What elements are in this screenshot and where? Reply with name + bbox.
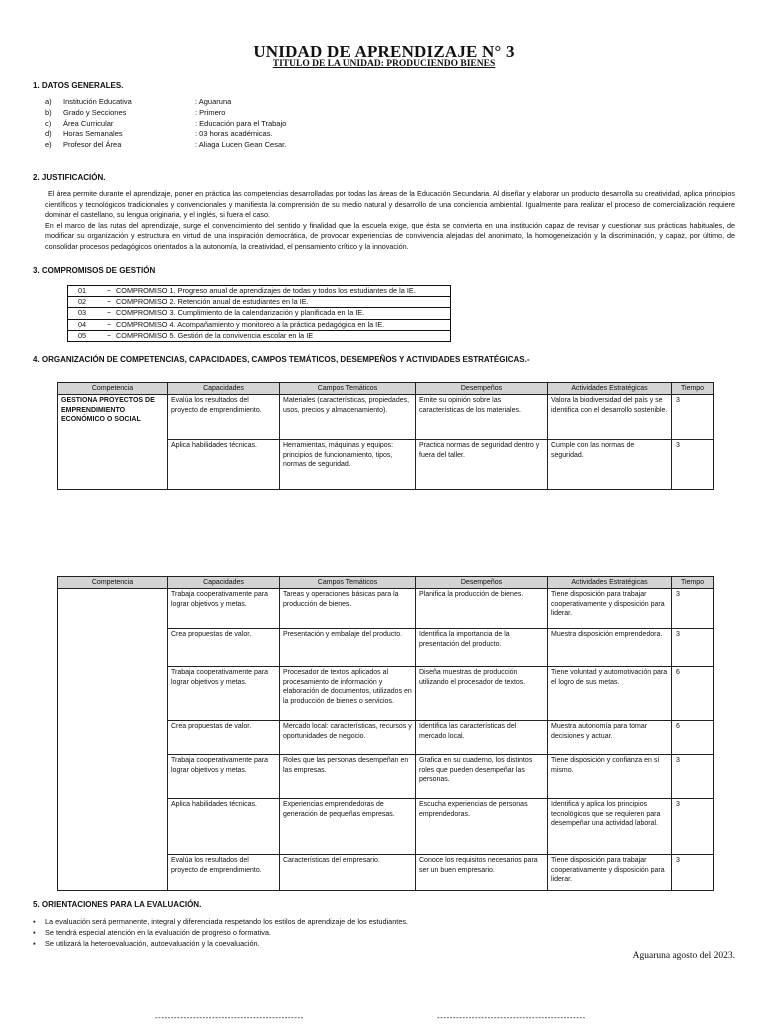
row-key: Institución Educativa	[63, 97, 132, 106]
commitment-dash: −	[106, 308, 112, 318]
commitment-number: 02	[78, 297, 87, 307]
time-cell: 3	[672, 589, 714, 629]
row-value: : Primero	[195, 107, 226, 117]
general-data-row	[45, 97, 286, 108]
strategic-activity-cell: Tiene disposición y confianza en sí mismo.	[548, 755, 672, 799]
commitment-dash: −	[106, 319, 112, 329]
time-cell: 6	[672, 667, 714, 721]
general-data-row	[45, 108, 286, 119]
commitment-dash: −	[106, 286, 112, 295]
performance-cell: Identifica la importancia de la presentación del producto.	[416, 629, 548, 667]
justification-paragraph: El área permite durante el aprendizaje, poner en práctica las competencias desarrolladas por todas las áreas de la Educación Secundaria. Al diseñar y elaborar un producto desarrolla su creatividad, aplica principios científicos y tecnológicos tradicionales y convencionales y manifiesta la comprensión de su medio natural y desarrollo de una conciencia ambiental. Igualmente para realizar el proceso de comercialización requiere dominar el castellano, su lengua originaria, y el inglés, si fuera el caso.	[45, 189, 735, 220]
commitment-dash: −	[106, 297, 112, 307]
commitment-dash: −	[106, 330, 112, 340]
commitment-text: COMPROMISO 2. Retención anual de estudiantes en la IE.	[116, 297, 309, 307]
capacity-cell: Trabaja cooperativamente para lograr objetivos y metas.	[168, 589, 280, 629]
document-title: UNIDAD DE APRENDIZAJE N° 3	[253, 42, 515, 61]
competency-cell: GESTIONA PROYECTOS DE EMPRENDIMIENTO ECONÓMICO O SOCIAL	[58, 395, 168, 490]
thematic-field-cell: Tareas y operaciones básicas para la producción de bienes.	[280, 589, 416, 629]
evaluation-item-text: La evaluación será permanente, integral y diferenciada respetando los estilos de aprendizaje de los estudiantes.	[45, 917, 409, 926]
commitment-number: 04	[78, 319, 87, 329]
column-header: Desempeños	[416, 383, 548, 395]
commitment-row	[68, 297, 450, 308]
capacity-cell: Aplica habilidades técnicas.	[168, 440, 280, 490]
row-letter: c)	[45, 118, 52, 128]
performance-cell: Conoce los requisitos necesarios para ser un buen empresario.	[416, 855, 548, 891]
thematic-field-cell: Procesador de textos aplicados al procesamiento de información y elaboración de documentos, utilizados en la producción de bienes o servicios.	[280, 667, 416, 721]
unit-subtitle: TITULO DE LA UNIDAD: PRODUCIENDO BIENES	[272, 59, 496, 69]
capacity-cell: Evalúa los resultados del proyecto de emprendimiento.	[168, 855, 280, 891]
bullet-icon: ▪	[33, 928, 36, 937]
row-key: Grado y Secciones	[63, 107, 127, 117]
strategic-activity-cell: Cumple con las normas de seguridad.	[548, 440, 672, 490]
performance-cell: Practica normas de seguridad dentro y fuera del taller.	[416, 440, 548, 490]
time-cell: 3	[672, 395, 714, 440]
strategic-activity-cell: Muestra disposición emprendedora.	[548, 629, 672, 667]
thematic-field-cell: Características del empresario.	[280, 855, 416, 891]
commitment-row	[68, 320, 450, 331]
time-cell: 3	[672, 855, 714, 891]
performance-cell: Planifica la producción de bienes.	[416, 589, 548, 629]
row-letter: e)	[45, 140, 52, 150]
capacity-cell: Crea propuestas de valor.	[168, 629, 280, 667]
row-value: : Educación para el Trabajo	[195, 118, 287, 128]
time-cell: 3	[672, 440, 714, 490]
column-header: Capacidades	[168, 577, 280, 589]
evaluation-item-text: Se tendrá especial atención en la evaluación de progreso o formativa.	[45, 928, 271, 937]
section-heading-justificacion: 2. JUSTIFICACIÓN.	[33, 173, 106, 182]
thematic-field-cell: Presentación y embalaje del producto.	[280, 629, 416, 667]
thematic-field-cell: Roles que las personas desempeñan en las empresas.	[280, 755, 416, 799]
capacity-cell: Aplica habilidades técnicas.	[168, 799, 280, 855]
commitment-text: COMPROMISO 1. Progreso anual de aprendizajes de todas y todos los estudiantes de la IE.	[116, 286, 416, 295]
general-data-row	[45, 129, 286, 140]
signature-line-left: -----------------------------------------------	[155, 1013, 304, 1022]
performance-cell: Emite su opinión sobre las características de los materiales.	[416, 395, 548, 440]
performance-cell: Escucha experiencias de personas emprendedoras.	[416, 799, 548, 855]
capacity-cell: Evalúa los resultados del proyecto de emprendimiento.	[168, 395, 280, 440]
commitment-number: 01	[78, 286, 87, 295]
section-heading-organizacion: 4. ORGANIZACIÓN DE COMPETENCIAS, CAPACIDADES, CAMPOS TEMÁTICOS, DESEMPEÑOS Y ACTIVIDADES ESTRATÉGICAS.-	[33, 355, 530, 364]
justification-paragraph: En el marco de las rutas del aprendizaje, surge el convencimiento del sentido y finalidad que la escuela exige, que ésta se convierta en una institución capaz de revisar y cuestionar sus prácticas habituales, de modificar su organización y estructura en virtud de una inspiración democrática, de provocar experiencias de convivencia alejadas del anonimato, la homogeneización y la discriminación, y capaz, por último, de consolidar procesos pedagógicos orientados a la autonomía, la creatividad, el pensamiento crítico y la innovación.	[45, 220, 735, 251]
table-row	[58, 589, 714, 629]
column-header: Tiempo	[672, 383, 714, 395]
evaluation-item	[33, 938, 408, 949]
general-data-row	[45, 119, 286, 130]
place-date: Aguaruna agosto del 2023.	[632, 951, 735, 961]
time-cell: 3	[672, 755, 714, 799]
competencies-table-2	[57, 576, 714, 891]
column-header: Competencia	[58, 577, 168, 589]
strategic-activity-cell: Tiene disposición para trabajar cooperativamente y disposición para liderar.	[548, 855, 672, 891]
row-key: Área Curricular	[63, 118, 114, 128]
capacity-cell: Crea propuestas de valor.	[168, 721, 280, 755]
bullet-icon: ▪	[33, 939, 36, 948]
commitments-box	[67, 285, 451, 342]
row-value: : Aguaruna	[195, 97, 232, 106]
evaluation-guidelines-list	[33, 916, 408, 949]
column-header: Desempeños	[416, 577, 548, 589]
commitment-row	[68, 331, 450, 341]
strategic-activity-cell: Tiene disposición para trabajar cooperativamente y disposición para liderar.	[548, 589, 672, 629]
commitment-text: COMPROMISO 3. Cumplimiento de la calendarización y planificada en la IE.	[116, 308, 365, 318]
justification-text	[45, 189, 735, 253]
competencies-table-1	[57, 382, 714, 490]
general-data-list	[45, 97, 286, 151]
row-letter: a)	[45, 97, 52, 106]
row-letter: b)	[45, 107, 52, 117]
commitment-row	[68, 308, 450, 319]
column-header: Campos Temáticos	[280, 383, 416, 395]
row-key: Horas Semanales	[63, 129, 123, 139]
performance-cell: Identifica las características del mercado local.	[416, 721, 548, 755]
strategic-activity-cell: Tiene voluntad y automotivación para el logro de sus metas.	[548, 667, 672, 721]
time-cell: 3	[672, 799, 714, 855]
column-header: Actividades Estratégicas	[548, 383, 672, 395]
strategic-activity-cell: Muestra autonomía para tomar decisiones y actuar.	[548, 721, 672, 755]
thematic-field-cell: Materiales (características, propiedades, usos, precios y almacenamiento).	[280, 395, 416, 440]
strategic-activity-cell: Identifica y aplica los principios tecnológicos que se requieren para desempeñar una actividad laboral.	[548, 799, 672, 855]
column-header: Campos Temáticos	[280, 577, 416, 589]
section-heading-datos: 1. DATOS GENERALES.	[33, 81, 124, 90]
row-letter: d)	[45, 129, 52, 139]
strategic-activity-cell: Valora la biodiversidad del país y se identifica con el desarrollo sostenible.	[548, 395, 672, 440]
column-header: Actividades Estratégicas	[548, 577, 672, 589]
capacity-cell: Trabaja cooperativamente para lograr objetivos y metas.	[168, 667, 280, 721]
commitment-text: COMPROMISO 5. Gestión de la convivencia escolar en la IE	[116, 330, 314, 340]
commitment-row	[68, 286, 450, 297]
evaluation-item	[33, 927, 408, 938]
row-value: : 03 horas académicas.	[195, 129, 273, 139]
commitment-number: 03	[78, 308, 87, 318]
performance-cell: Diseña muestras de producción utilizando el procesador de textos.	[416, 667, 548, 721]
column-header: Competencia	[58, 383, 168, 395]
general-data-row	[45, 140, 286, 151]
thematic-field-cell: Herramientas, máquinas y equipos: principios de funcionamiento, tipos, normas de seguridad.	[280, 440, 416, 490]
signature-line-right: -----------------------------------------------	[437, 1013, 586, 1022]
capacity-cell: Trabaja cooperativamente para lograr objetivos y metas.	[168, 755, 280, 799]
row-value: : Aliaga Lucen Gean Cesar.	[195, 140, 287, 150]
bullet-icon: ▪	[33, 917, 36, 926]
commitment-number: 05	[78, 330, 87, 340]
section-heading-evaluacion: 5. ORIENTACIONES PARA LA EVALUACIÓN.	[33, 900, 202, 909]
competency-cell	[58, 589, 168, 891]
thematic-field-cell: Experiencias emprendedoras de generación de pequeñas empresas.	[280, 799, 416, 855]
column-header: Capacidades	[168, 383, 280, 395]
section-heading-compromisos: 3. COMPROMISOS DE GESTIÓN	[33, 266, 156, 275]
thematic-field-cell: Mercado local: características, recursos y oportunidades de negocio.	[280, 721, 416, 755]
performance-cell: Grafica en su cuaderno, los distintos roles que pueden desempeñar las personas.	[416, 755, 548, 799]
row-key: Profesor del Área	[63, 140, 122, 150]
evaluation-item	[33, 916, 408, 927]
commitment-text: COMPROMISO 4. Acompañamiento y monitoreo a la práctica pedagógica en la IE.	[116, 319, 385, 329]
time-cell: 6	[672, 721, 714, 755]
evaluation-item-text: Se utilizará la heteroevaluación, autoevaluación y la coevaluación.	[45, 939, 260, 948]
table-row	[58, 395, 714, 440]
time-cell: 3	[672, 629, 714, 667]
column-header: Tiempo	[672, 577, 714, 589]
